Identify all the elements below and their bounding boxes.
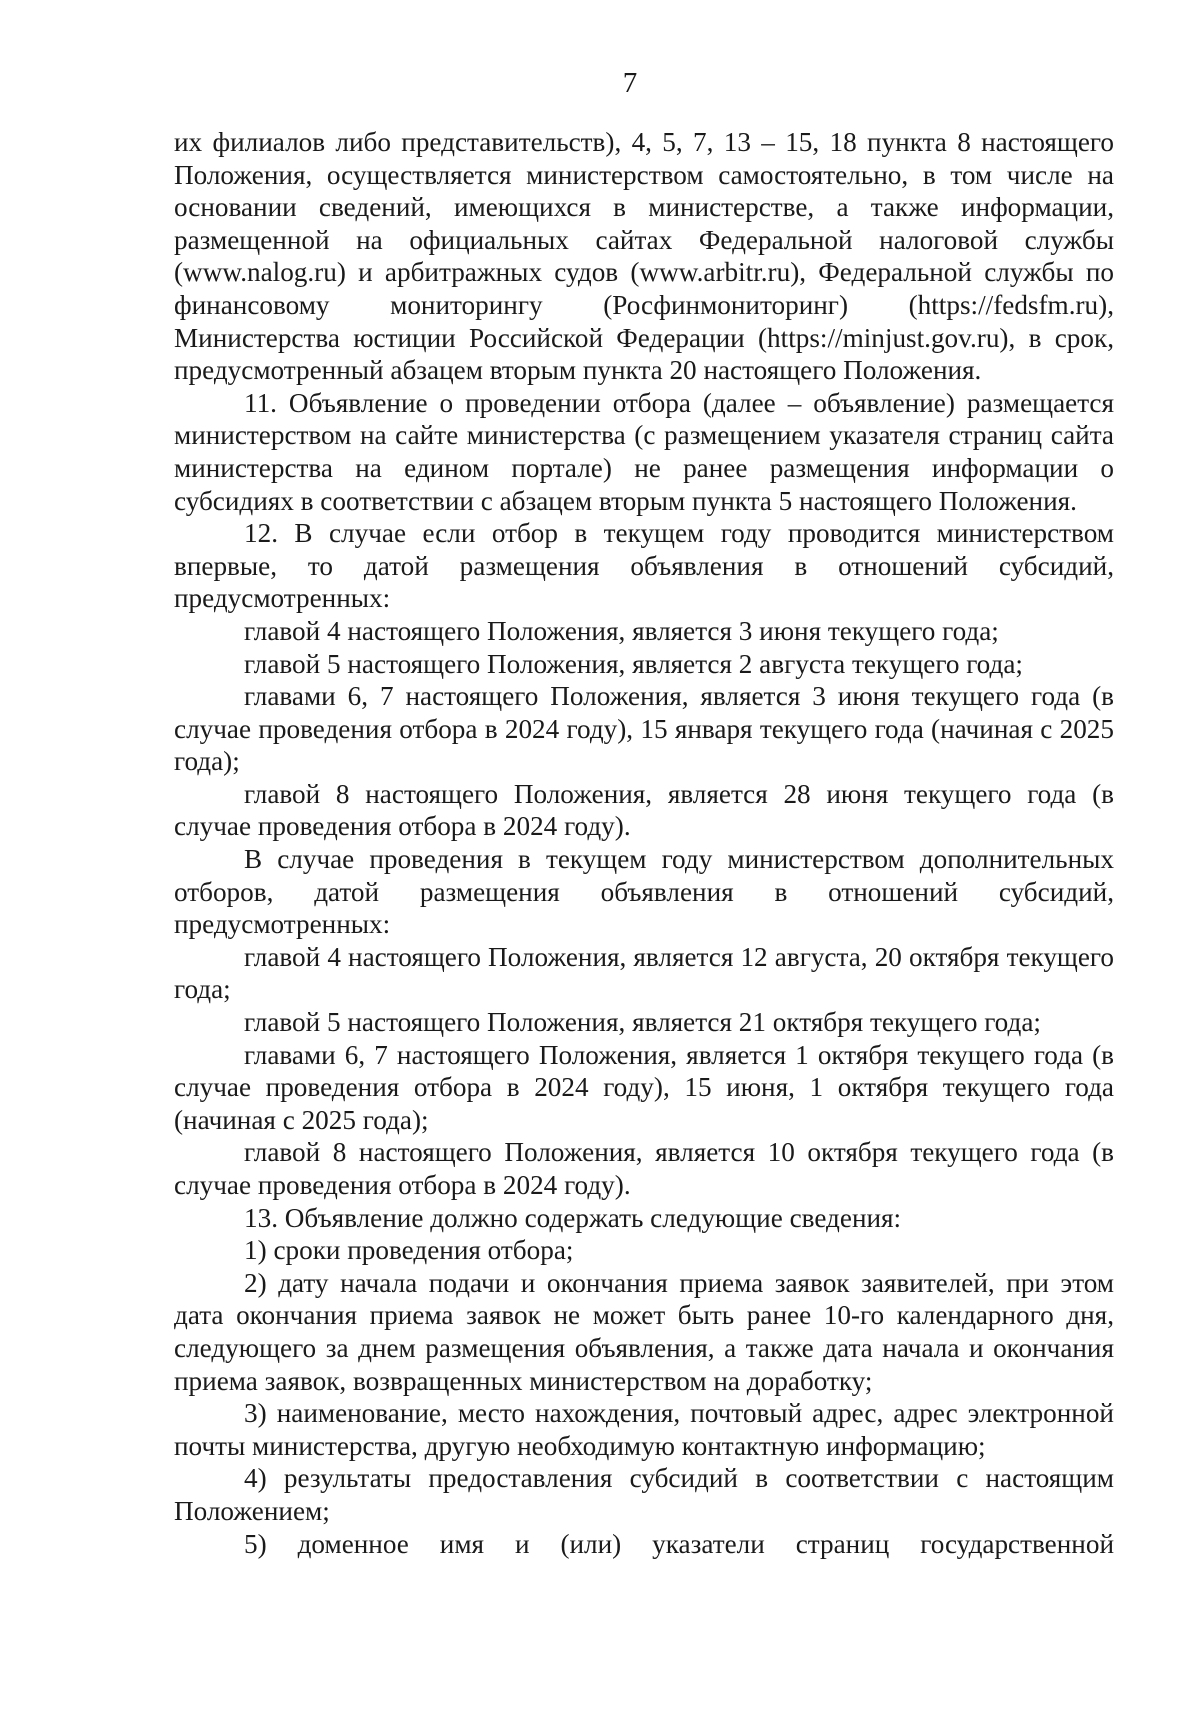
page-number: 7 <box>622 67 638 99</box>
list-item-2: 2) дату начала подачи и окончания приема заявок заявителей, при этом дата окончания приема заявок не может быть ранее 10-го календарного дня, следующего за днем размещения объявления, а также дата начала и окончания приема заявок, возвращенных министерством на доработку; <box>174 1267 1114 1396</box>
paragraph-additional-chapters-6-7: главами 6, 7 настоящего Положения, является 1 октября текущего года (в случае проведения отбора в 2024 году), 15 июня, 1 октября текущего года (начиная с 2025 года); <box>174 1039 1114 1135</box>
paragraph-additional-chapter-4: главой 4 настоящего Положения, является 12 августа, 20 октября текущего года; <box>174 941 1114 1005</box>
paragraph-chapters-6-7-date: главами 6, 7 настоящего Положения, является 3 июня текущего года (в случае проведения отбора в 2024 году), 15 января текущего года (начиная с 2025 года); <box>174 681 1114 777</box>
list-item-5: 5) доменное имя и (или) указатели страниц государственной <box>244 1528 1114 1559</box>
paragraph-continuation: их филиалов либо представительств), 4, 5, 7, 13 – 15, 18 пункта 8 настоящего Положения, осуществляется министерством самостоятельно, в том числе на основании сведений, имеющихся в министерстве, а также информации, размещенной на официальных сайтах Федеральной налоговой службы (www.nalog.ru) и арбитражных судов (www.arbitr.ru), Федеральной службы по финансовому мониторингу (Росфинмониторинг) (https://fedsfm.ru), Министерства юстиции Российской Федерации (https://minjust.gov.ru), в срок, предусмотренный абзацем вторым пункта 20 настоящего Положения. <box>174 127 1114 386</box>
paragraph-chapter-8-date: главой 8 настоящего Положения, является 28 июня текущего года (в случае проведения отбора в 2024 году). <box>174 778 1114 842</box>
list-item-4: 4) результаты предоставления субсидий в соответствии с настоящим Положением; <box>174 1463 1114 1526</box>
paragraph-chapter-5-date: главой 5 настоящего Положения, является 2 августа текущего года; <box>244 648 1023 679</box>
paragraph-chapter-4-date: главой 4 настоящего Положения, является 3 июня текущего года; <box>244 615 999 646</box>
paragraph-additional-selections: В случае проведения в текущем году министерством дополнительных отборов, датой размещения объявления в отношений субсидий, предусмотренных: <box>174 844 1114 940</box>
paragraph-item-12: 12. В случае если отбор в текущем году проводится министерством впервые, то датой размещения объявления в отношений субсидий, предусмотренных: <box>174 518 1114 614</box>
paragraph-additional-chapter-8: главой 8 настоящего Положения, является 10 октября текущего года (в случае проведения отбора в 2024 году). <box>174 1137 1114 1200</box>
list-item-1: 1) сроки проведения отбора; <box>244 1235 574 1266</box>
list-item-3: 3) наименование, место нахождения, почтовый адрес, адрес электронной почты министерства, другую необходимую контактную информацию; <box>174 1398 1114 1461</box>
paragraph-item-11: 11. Объявление о проведении отбора (далее – объявление) размещается министерством на сайте министерства (с размещением указателя страниц сайта министерства на едином портале) не ранее размещения информации о субсидиях в соответствии с абзацем вторым пункта 5 настоящего Положения. <box>174 387 1114 516</box>
paragraph-additional-chapter-5: главой 5 настоящего Положения, является 21 октября текущего года; <box>244 1007 1041 1038</box>
paragraph-item-13: 13. Объявление должно содержать следующие сведения: <box>244 1202 902 1233</box>
document-body <box>174 126 1114 1560</box>
